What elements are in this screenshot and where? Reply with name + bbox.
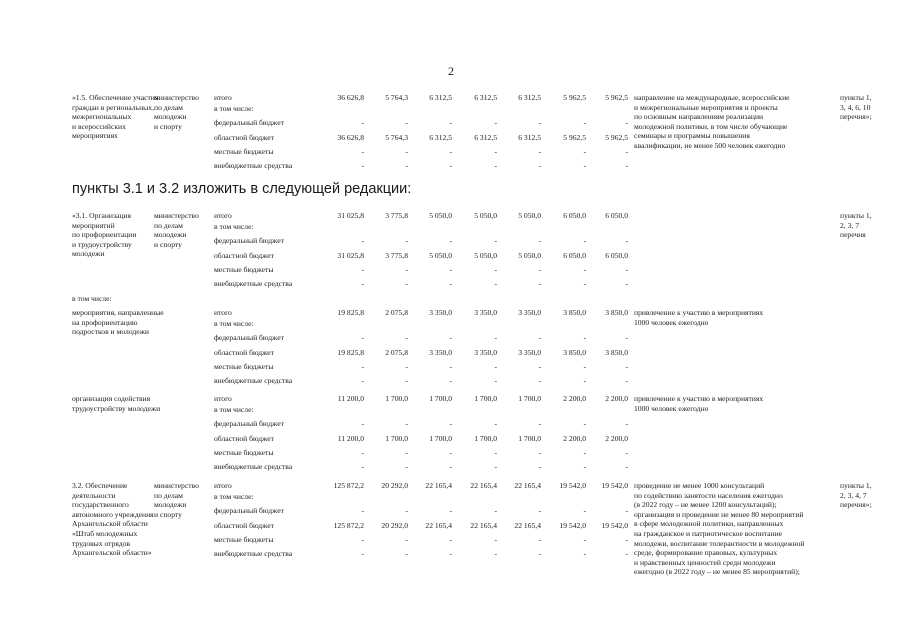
amount-cell: - [361,236,364,245]
amount-cell: 6 312,5 [518,133,541,142]
amount-cell: 20 292,0 [381,521,408,530]
activity-title-line: деятельности [72,490,116,500]
activity-title-line: мероприятия, направленные [72,308,164,317]
amount-cell: - [405,549,408,558]
reference-line: 3, 4, 6, 10 [840,102,871,112]
activity-title-line: по профориентации [72,230,137,240]
activity-title-line: автономного учреждения [72,509,154,519]
amount-cell: - [361,549,364,558]
funding-source-label: местные бюджеты [214,362,274,371]
amount-cell: 3 350,0 [429,308,452,317]
reference-line: 2, 3, 7 [840,220,859,230]
amount-cell: - [538,118,541,127]
expected-result-line: привлечение к участию в мероприятиях [634,308,764,317]
amount-cell: - [361,333,364,342]
amount-cell: 6 312,5 [518,93,541,102]
funding-source-label: местные бюджеты [214,448,274,457]
amount-cell: 2 200,0 [563,434,586,443]
amount-cell: - [625,161,628,170]
amount-cell: - [625,265,628,274]
amount-cell: - [405,265,408,274]
amount-cell: 5 050,0 [474,251,497,260]
amount-cell: 5 050,0 [429,211,452,220]
amount-cell: 36 626,8 [337,93,364,102]
activity-title-line: трудоустройству молодежи [72,403,161,413]
amount-cell: - [538,333,541,342]
amount-cell: - [625,236,628,245]
funding-source-label: местные бюджеты [214,265,274,274]
executor-line: по делам [154,220,183,230]
amount-cell: 6 050,0 [605,211,628,220]
amount-cell: - [538,362,541,371]
amount-cell: 5 050,0 [518,251,541,260]
amount-cell: - [449,147,452,156]
amount-cell: - [625,279,628,288]
amount-cell: - [583,549,586,558]
amount-cell: 36 626,8 [337,133,364,142]
funding-source-label: в том числе: [214,492,254,501]
amount-cell: - [405,419,408,428]
amount-cell: - [625,506,628,515]
page-number: 2 [448,64,454,78]
amount-cell: 1 700,0 [474,434,497,443]
expected-result-line: семинары и программы повышения [634,131,750,141]
amount-cell: - [625,376,628,385]
executor-line: и спорту [154,121,182,131]
expected-result-line: проведение не менее 1000 консультаций [634,481,765,490]
executor-line: министерство [154,481,199,490]
amount-cell: - [625,419,628,428]
amount-cell: 5 962,5 [563,93,586,102]
activity-title-line: Архангельской области [72,519,148,529]
amount-cell: 22 165,4 [514,521,541,530]
reference-line: пункты 1, [840,211,872,220]
amount-cell: - [583,448,586,457]
amount-cell: 3 350,0 [518,348,541,357]
amount-cell: 6 050,0 [563,211,586,220]
amount-cell: - [583,376,586,385]
amount-cell: - [494,419,497,428]
activity-title-line: трудовых отрядов [72,538,131,548]
amount-cell: 1 700,0 [385,434,408,443]
amount-cell: - [449,279,452,288]
amount-cell: 125 872,2 [333,521,364,530]
amount-cell: 2 075,8 [385,348,408,357]
amount-cell: - [361,419,364,428]
expected-result-line: на гражданское и патриотическое воспитание [634,529,783,538]
amount-cell: - [405,161,408,170]
amount-cell: 5 962,5 [605,133,628,142]
activity-title-line: «Штаб молодежных [72,529,138,538]
reference-line: перечня»; [840,112,872,122]
expected-result-line: (в 2022 году – не менее 1200 консультаций); [634,500,777,510]
amount-cell: - [361,535,364,544]
funding-source-label: местные бюджеты [214,147,274,156]
activity-title-line: межрегиональных [72,112,132,122]
amount-cell: 20 292,0 [381,481,408,490]
executor-line: министерство [154,93,199,102]
amount-cell: - [625,462,628,471]
funding-source-label: областной бюджет [214,348,274,357]
funding-source-label: итого [214,481,232,490]
activity-title-line: мероприятиях [72,131,118,141]
amount-cell: - [449,118,452,127]
activity-title-line: подростков и молодежи [72,327,149,337]
amount-cell: - [538,506,541,515]
amount-cell: - [625,118,628,127]
funding-source-label: в том числе: [214,104,254,113]
amount-cell: 6 312,5 [429,93,452,102]
amount-cell: 3 850,0 [605,348,628,357]
amount-cell: - [449,161,452,170]
amount-cell: 2 200,0 [605,394,628,403]
amount-cell: - [583,333,586,342]
funding-source-label: итого [214,394,232,403]
amount-cell: - [538,419,541,428]
amount-cell: 3 850,0 [605,308,628,317]
amount-cell: 31 025,8 [337,211,364,220]
funding-source-label: в том числе: [214,405,254,414]
amount-cell: - [494,265,497,274]
expected-result-line: и межрегиональные мероприятия и проекты [634,102,778,112]
funding-source-label: федеральный бюджет [214,506,284,515]
amount-cell: - [361,279,364,288]
amount-cell: - [405,279,408,288]
amount-cell: - [405,333,408,342]
amount-cell: - [494,448,497,457]
amount-cell: - [494,462,497,471]
amount-cell: - [405,147,408,156]
amount-cell: - [583,535,586,544]
amount-cell: - [494,376,497,385]
expected-result-line: направление на международные, всероссийские [634,93,790,102]
expected-result-line: 1000 человек ежегодно [634,403,709,413]
expected-result-line: в сфере молодежной политики, направленных [634,519,784,529]
funding-source-label: местные бюджеты [214,535,274,544]
funding-source-label: внебюджетные средства [214,462,293,471]
expected-result-line: по содействию занятости населения ежегодно [634,490,783,500]
funding-source-label: областной бюджет [214,251,274,260]
funding-source-label: федеральный бюджет [214,333,284,342]
amount-cell: - [494,118,497,127]
amount-cell: - [583,236,586,245]
activity-title-line: государственного [72,500,129,510]
amount-cell: - [449,419,452,428]
amount-cell: - [449,265,452,274]
amount-cell: 22 165,4 [470,521,497,530]
reference-line: пункты 1, [840,481,872,490]
amount-cell: - [583,265,586,274]
amount-cell: 19 542,0 [559,481,586,490]
amount-cell: 125 872,2 [333,481,364,490]
funding-source-label: итого [214,211,232,220]
amount-cell: - [583,279,586,288]
funding-source-label: областной бюджет [214,133,274,142]
executor-line: молодежи [154,500,187,510]
amount-cell: - [361,265,364,274]
amount-cell: - [538,279,541,288]
activity-title-line: и трудоустройству [72,239,132,249]
activity-title-line: организация содействия [72,394,151,403]
amount-cell: 31 025,8 [337,251,364,260]
amount-cell: - [538,448,541,457]
sub-label: в том числе: [72,294,112,303]
amount-cell: - [494,549,497,558]
amount-cell: 1 700,0 [385,394,408,403]
amount-cell: - [625,448,628,457]
amount-cell: - [405,506,408,515]
activity-title-line: на профориентацию [72,317,138,327]
amount-cell: - [494,362,497,371]
amount-cell: - [405,118,408,127]
amount-cell: - [361,118,364,127]
amount-cell: 6 050,0 [563,251,586,260]
amount-cell: - [361,161,364,170]
amount-cell: 19 825,8 [337,348,364,357]
funding-source-label: федеральный бюджет [214,118,284,127]
amount-cell: - [625,362,628,371]
amount-cell: 22 165,4 [425,481,452,490]
reference-line: пункты 1, [840,93,872,102]
amount-cell: - [405,362,408,371]
amount-cell: 2 200,0 [563,394,586,403]
amount-cell: 11 200,0 [337,394,364,403]
funding-source-label: итого [214,93,232,102]
amount-cell: - [538,462,541,471]
amount-cell: 5 962,5 [605,93,628,102]
expected-result-line: по основным направлениям реализации [634,112,764,122]
amount-cell: - [449,535,452,544]
expected-result-line: ежегодно (в 2022 году – не менее 85 мероприятий); [634,567,800,577]
amount-cell: - [538,161,541,170]
amount-cell: - [449,462,452,471]
amount-cell: - [538,147,541,156]
expected-result-line: 1000 человек ежегодно [634,317,709,327]
amount-cell: - [361,147,364,156]
amount-cell: - [494,279,497,288]
amount-cell: - [405,236,408,245]
amount-cell: - [583,362,586,371]
expected-result-line: молодежной политики, в том числе обучающие [634,121,788,131]
funding-source-label: федеральный бюджет [214,236,284,245]
amount-cell: 5 962,5 [563,133,586,142]
amount-cell: 3 775,8 [385,251,408,260]
amount-cell: 6 050,0 [605,251,628,260]
amount-cell: - [405,535,408,544]
amount-cell: - [494,506,497,515]
amount-cell: - [449,448,452,457]
executor-line: и спорту [154,509,182,519]
amount-cell: - [583,161,586,170]
amount-cell: 19 825,8 [337,308,364,317]
activity-title-line: и всероссийских [72,121,126,131]
amount-cell: - [449,236,452,245]
amount-cell: 3 350,0 [474,348,497,357]
amount-cell: 1 700,0 [518,394,541,403]
amount-cell: - [449,333,452,342]
executor-line: министерство [154,211,199,220]
reference-line: перечня»; [840,500,872,510]
amount-cell: - [494,333,497,342]
amount-cell: 6 312,5 [474,93,497,102]
amount-cell: - [538,549,541,558]
amount-cell: 1 700,0 [429,434,452,443]
expected-result-line: и нравственных ценностей среди молодежи [634,557,776,567]
section-heading: пункты 3.1 и 3.2 изложить в следующей редакции: [72,181,412,197]
amount-cell: 5 764,3 [385,93,408,102]
funding-source-label: областной бюджет [214,434,274,443]
amount-cell: 19 542,0 [601,521,628,530]
amount-cell: - [361,362,364,371]
amount-cell: - [494,535,497,544]
funding-source-label: внебюджетные средства [214,161,293,170]
amount-cell: 6 312,5 [429,133,452,142]
amount-cell: - [538,236,541,245]
amount-cell: 1 700,0 [474,394,497,403]
executor-line: и спорту [154,239,182,249]
funding-source-label: внебюджетные средства [214,279,293,288]
amount-cell: - [583,147,586,156]
amount-cell: 22 165,4 [425,521,452,530]
amount-cell: - [583,118,586,127]
amount-cell: 19 542,0 [559,521,586,530]
executor-line: молодежи [154,230,187,240]
amount-cell: 19 542,0 [601,481,628,490]
amount-cell: - [583,506,586,515]
amount-cell: - [405,448,408,457]
amount-cell: - [538,376,541,385]
expected-result-line: организация и проведение не менее 80 мероприятий [634,509,804,519]
activity-title-line: «3.1. Организация [72,211,131,220]
amount-cell: - [449,376,452,385]
amount-cell: - [494,161,497,170]
amount-cell: - [405,376,408,385]
amount-cell: - [494,236,497,245]
amount-cell: - [625,147,628,156]
amount-cell: 22 165,4 [470,481,497,490]
amount-cell: 1 700,0 [518,434,541,443]
amount-cell: 3 850,0 [563,308,586,317]
funding-source-label: областной бюджет [214,521,274,530]
funding-source-label: в том числе: [214,319,254,328]
amount-cell: 3 850,0 [563,348,586,357]
amount-cell: 3 350,0 [518,308,541,317]
expected-result-line: привлечение к участию в мероприятиях [634,394,764,403]
amount-cell: - [361,448,364,457]
amount-cell: 5 050,0 [429,251,452,260]
amount-cell: 3 350,0 [474,308,497,317]
amount-cell: - [449,362,452,371]
amount-cell: - [361,376,364,385]
activity-title-line: граждан в региональных, [72,102,154,112]
activity-title-line: мероприятий [72,220,115,230]
amount-cell: - [449,549,452,558]
amount-cell: 22 165,4 [514,481,541,490]
funding-source-label: итого [214,308,232,317]
amount-cell: - [361,462,364,471]
amount-cell: - [494,147,497,156]
expected-result-line: среде, формирование правовых, культурных [634,548,778,558]
activity-title-line: «1.5. Обеспечение участия [72,93,159,102]
reference-line: перечня [840,230,866,240]
amount-cell: 1 700,0 [429,394,452,403]
amount-cell: 6 312,5 [474,133,497,142]
amount-cell: - [625,333,628,342]
amount-cell: - [625,549,628,558]
executor-line: по делам [154,102,183,112]
amount-cell: 2 200,0 [605,434,628,443]
amount-cell: - [583,419,586,428]
expected-result-line: квалификации, не менее 500 человек ежегодно [634,141,786,150]
amount-cell: - [538,265,541,274]
activity-title-line: Архангельской области» [72,548,152,558]
amount-cell: - [449,506,452,515]
amount-cell: - [538,535,541,544]
amount-cell: - [583,462,586,471]
executor-line: по делам [154,490,183,500]
funding-source-label: в том числе: [214,222,254,231]
amount-cell: - [361,506,364,515]
funding-source-label: внебюджетные средства [214,376,293,385]
funding-source-label: внебюджетные средства [214,549,293,558]
amount-cell: 3 775,8 [385,211,408,220]
amount-cell: 5 050,0 [474,211,497,220]
funding-source-label: федеральный бюджет [214,419,284,428]
expected-result-line: молодежи, воспитание толерантности в молодежной [634,538,805,548]
amount-cell: 11 200,0 [337,434,364,443]
activity-title-line: молодежи [72,249,105,259]
amount-cell: 3 350,0 [429,348,452,357]
amount-cell: 2 075,8 [385,308,408,317]
amount-cell: 5 050,0 [518,211,541,220]
amount-cell: - [405,462,408,471]
amount-cell: 5 764,3 [385,133,408,142]
reference-line: 2, 3, 4, 7 [840,490,867,500]
executor-line: молодежи [154,112,187,122]
amount-cell: - [625,535,628,544]
activity-title-line: 3.2. Обеспечение [72,481,128,490]
